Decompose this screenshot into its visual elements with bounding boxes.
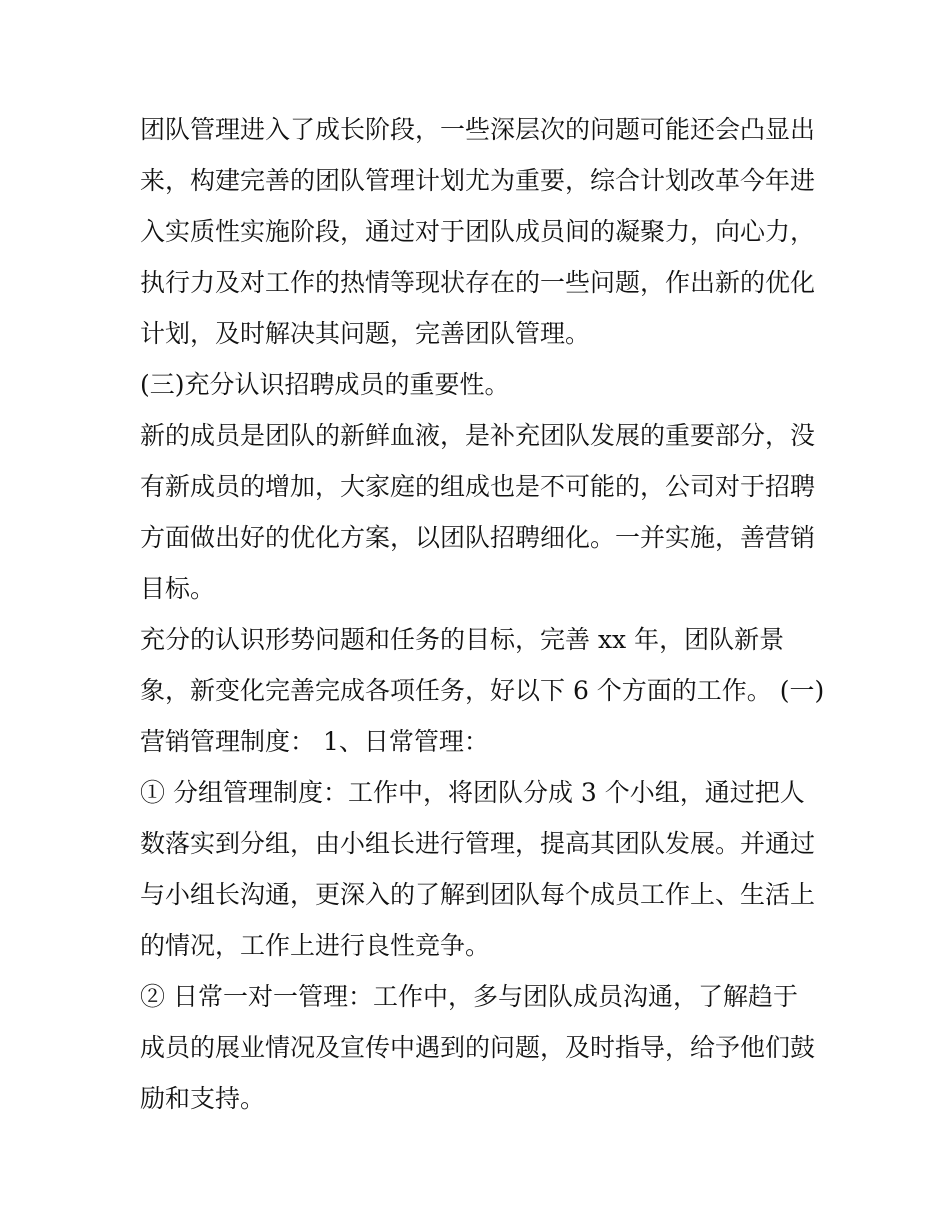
text-line: 计划，及时解决其问题，完善团队管理。 bbox=[140, 319, 591, 348]
section-heading: (三)充分认识招聘成员的重要性。 bbox=[140, 370, 510, 399]
text-line: 充分的认识形势问题和任务的目标，完善 xx 年，团队新景 bbox=[140, 625, 785, 654]
text-line: 与小组长沟通，更深入的了解到团队每个成员工作上、生活上 bbox=[140, 880, 816, 909]
text-line: 团队管理进入了成长阶段，一些深层次的问题可能还会凸显出 bbox=[140, 115, 816, 144]
text-line: 励和支持。 bbox=[140, 1084, 266, 1113]
text-line: 的情况，工作上进行良性竞争。 bbox=[140, 931, 491, 960]
text-line: ② 日常一对一管理：工作中，多与团队成员沟通，了解趋于 bbox=[140, 982, 798, 1011]
text-line: 数落实到分组，由小组长进行管理，提高其团队发展。并通过 bbox=[140, 829, 816, 858]
text-line: 目标。 bbox=[140, 574, 216, 603]
text-line: 来，构建完善的团队管理计划尤为重要，综合计划改革今年进 bbox=[140, 166, 816, 195]
text-line: 新的成员是团队的新鲜血液，是补充团队发展的重要部分，没 bbox=[140, 421, 816, 450]
text-line: ① 分组管理制度：工作中，将团队分成 3 个小组，通过把人 bbox=[140, 778, 805, 807]
text-line: 有新成员的增加，大家庭的组成也是不可能的，公司对于招聘 bbox=[140, 472, 816, 501]
text-line: 成员的展业情况及宣传中遇到的问题，及时指导，给予他们鼓 bbox=[140, 1033, 816, 1062]
text-line: 象，新变化完善完成各项任务，好以下 6 个方面的工作。 (一) bbox=[140, 676, 825, 705]
document-body bbox=[140, 104, 825, 1124]
text-line: 方面做出好的优化方案，以团队招聘细化。一并实施，善营销 bbox=[140, 523, 816, 552]
text-line: 营销管理制度： 1、日常管理： bbox=[140, 727, 489, 756]
text-line: 入实质性实施阶段，通过对于团队成员间的凝聚力，向心力， bbox=[140, 217, 816, 246]
text-line: 执行力及对工作的热情等现状存在的一些问题，作出新的优化 bbox=[140, 268, 816, 297]
